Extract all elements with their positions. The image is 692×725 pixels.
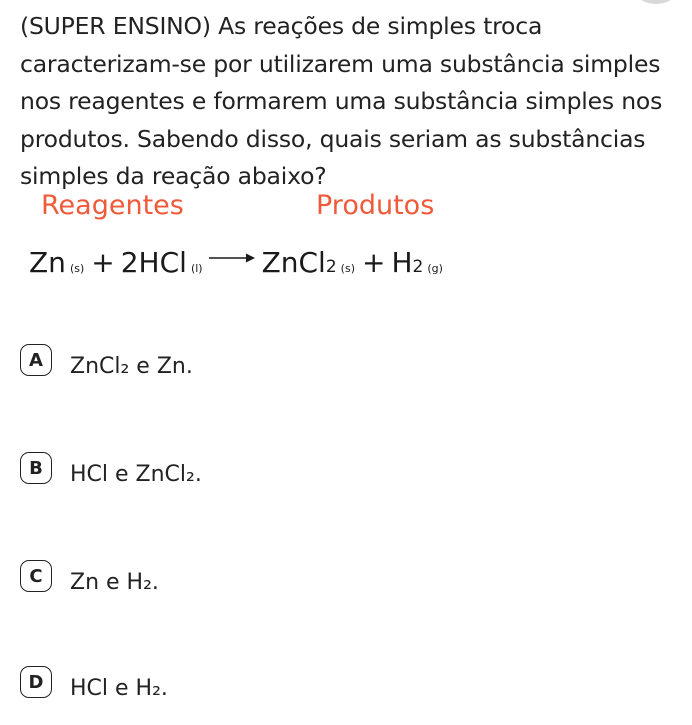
equation-plus: +: [362, 246, 386, 279]
equation-plus: +: [91, 246, 115, 279]
equation-term-hcl: 2HCl: [120, 246, 187, 279]
option-a[interactable]: [20, 344, 420, 384]
chemical-equation: [29, 244, 446, 284]
produtos-heading: Produtos: [316, 190, 435, 221]
option-b[interactable]: [20, 452, 420, 492]
option-text: ZnCl₂ e Zn.: [70, 354, 193, 379]
equation-term-h: H: [391, 246, 413, 279]
equation-subscript: 2: [325, 257, 337, 277]
question-text: (SUPER ENSINO) As reações de simples troca caracterizam-se por utilizarem uma substância simples nos reagentes e formarem uma substância simples nos produtos. Sabendo disso, quais seriam as substâncias simples da reação abaixo?: [20, 12, 663, 190]
option-letter-badge[interactable]: C: [20, 560, 52, 592]
option-letter-badge[interactable]: D: [20, 666, 52, 698]
option-text: HCl e ZnCl₂.: [70, 462, 202, 487]
option-c[interactable]: [20, 560, 420, 600]
reagentes-heading: Reagentes: [41, 190, 184, 221]
equation-state-solid: (s): [69, 262, 85, 275]
option-text: Zn e H₂.: [70, 570, 159, 595]
option-letter-badge[interactable]: A: [20, 344, 52, 376]
equation-term-zncl: ZnCl: [261, 246, 326, 279]
option-d[interactable]: [20, 666, 420, 706]
option-text: HCl e H₂.: [70, 676, 168, 701]
corner-avatar-circle: [634, 0, 678, 4]
equation-state-gas: (g): [427, 262, 443, 275]
equation-term-zn: Zn: [29, 246, 66, 279]
reaction-arrow-icon: [208, 244, 256, 272]
equation-state-liquid: (l): [190, 262, 203, 275]
equation-state-solid: (s): [340, 262, 355, 275]
equation-subscript: 2: [412, 257, 424, 277]
option-letter-badge[interactable]: B: [20, 452, 52, 484]
